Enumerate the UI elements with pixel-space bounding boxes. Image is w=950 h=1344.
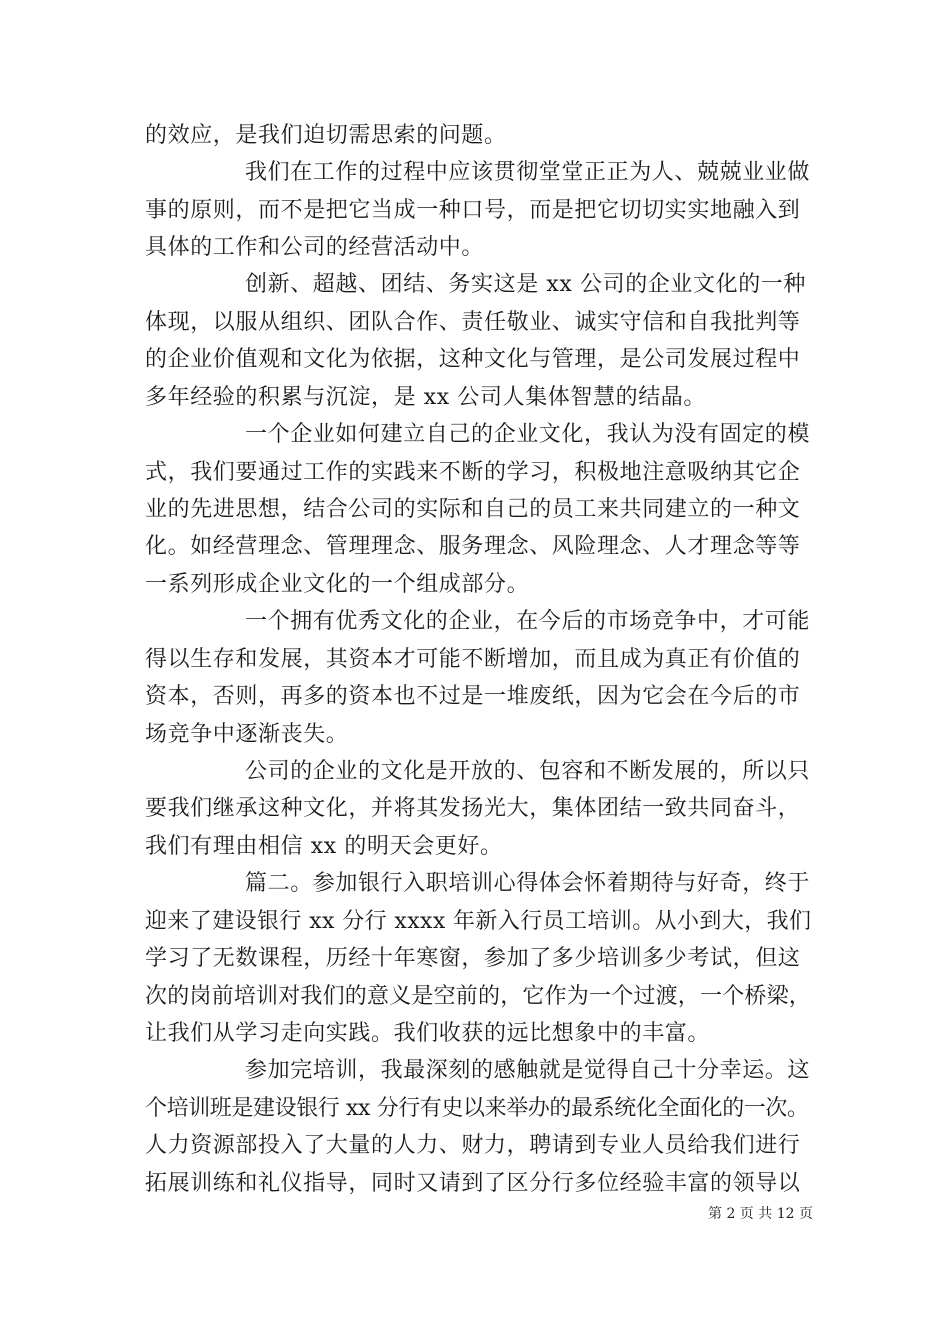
text-line: 次的岗前培训对我们的意义是空前的，它作为一个过渡，一个桥梁， (145, 984, 812, 1009)
text-line: 的企业价值观和文化为依据，这种文化与管理，是公司发展过程中 (145, 347, 801, 372)
text-line: 具体的工作和公司的经营活动中。 (145, 235, 485, 260)
text-line: 资本，否则，再多的资本也不过是一堆废纸，因为它会在今后的市 (145, 684, 801, 709)
text-line: 化。如经营理念、管理理念、服务理念、风险理念、人才理念等等 (145, 534, 801, 559)
text-line: 的效应，是我们迫切需思索的问题。 (145, 123, 507, 148)
text-line: 要我们继承这种文化，并将其发扬光大，集体团结一致共同奋斗， (145, 796, 801, 821)
text-line: 我们有理由相信 xx 的明天会更好。 (145, 834, 503, 859)
paragraph-start-line: 公司的企业的文化是开放的、包容和不断发展的，所以只 (245, 759, 811, 784)
text-line: 得以生存和发展，其资本才可能不断增加，而且成为真正有价值的 (145, 647, 801, 672)
text-line: 场竞争中逐渐丧失。 (145, 722, 349, 747)
text-line: 一系列形成企业文化的一个组成部分。 (145, 572, 530, 597)
paragraph-start-line: 一个拥有优秀文化的企业，在今后的市场竞争中，才可能 (245, 609, 811, 634)
text-line: 迎来了建设银行 xx 分行 xxxx 年新入行员工培训。从小到大，我们 (145, 909, 812, 934)
text-line: 式，我们要通过工作的实践来不断的学习，积极地注意吸纳其它企 (145, 460, 801, 485)
page-number-footer: 第 2 页 共 12 页 (708, 1206, 813, 1222)
text-line: 事的原则，而不是把它当成一种口号，而是把它切切实实地融入到 (145, 198, 801, 223)
text-line: 人力资源部投入了大量的人力、财力，聘请到专业人员给我们进行 (145, 1133, 801, 1158)
paragraph-start-line: 参加完培训，我最深刻的感触就是觉得自己十分幸运。这 (245, 1058, 811, 1083)
text-line: 个培训班是建设银行 xx 分行有史以来举办的最系统化全面化的一次。 (145, 1096, 809, 1121)
text-line: 多年经验的积累与沉淀，是 xx 公司人集体智慧的结晶。 (145, 385, 707, 410)
text-line: 体现，以服从组织、团队合作、责任敬业、诚实守信和自我批判等 (145, 310, 801, 335)
paragraph-start-line: 篇二。参加银行入职培训心得体会怀着期待与好奇，终于 (245, 871, 811, 896)
text-line: 拓展训练和礼仪指导，同时又请到了区分行多位经验丰富的领导以 (145, 1171, 801, 1196)
paragraph-start-line: 我们在工作的过程中应该贯彻堂堂正正为人、兢兢业业做 (245, 160, 811, 185)
text-line: 学习了无数课程，历经十年寒窗，参加了多少培训多少考试，但这 (145, 946, 801, 971)
text-line: 让我们从学习走向实践。我们收获的远比想象中的丰富。 (145, 1021, 711, 1046)
paragraph-start-line: 创新、超越、团结、务实这是 xx 公司的企业文化的一种 (245, 272, 807, 297)
paragraph-start-line: 一个企业如何建立自己的企业文化，我认为没有固定的模 (245, 422, 811, 447)
text-line: 业的先进思想，结合公司的实际和自己的员工来共同建立的一种文 (145, 497, 801, 522)
